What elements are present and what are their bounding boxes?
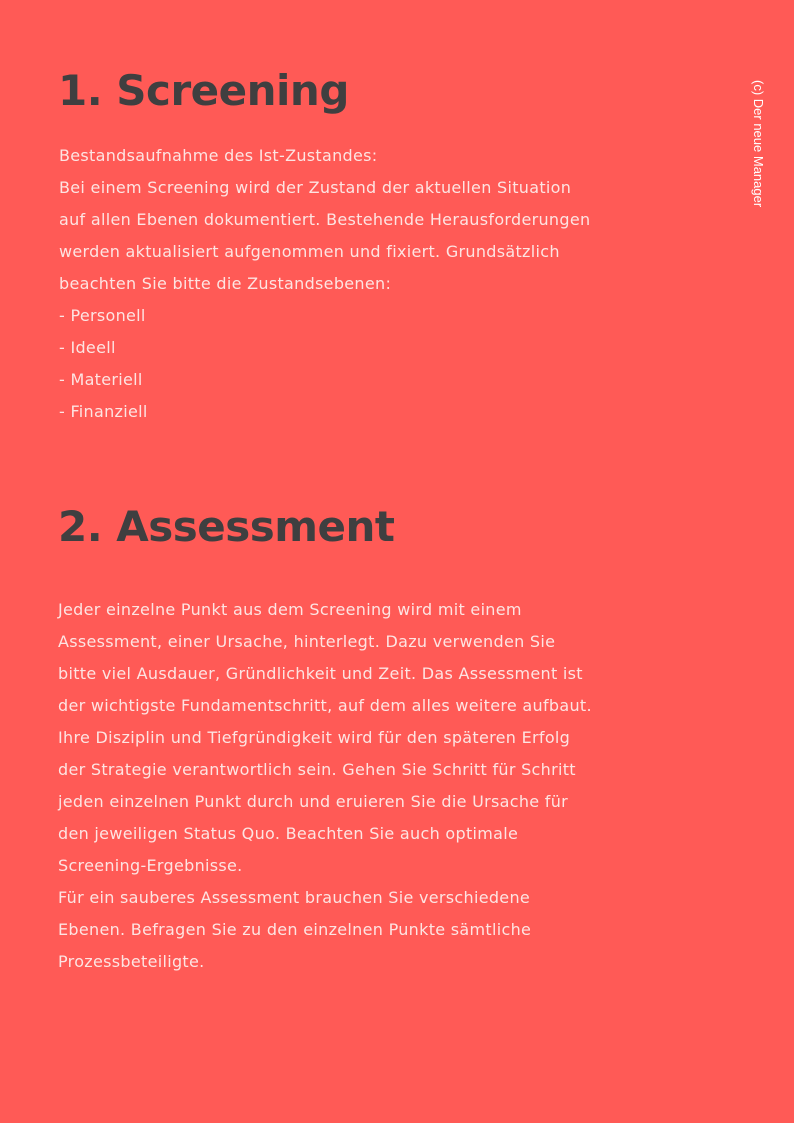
text-line: Screening-Ergebnisse. (58, 856, 243, 875)
text-line: Prozessbeteiligte. (58, 952, 205, 971)
text-line: bitte viel Ausdauer, Gründlichkeit und Zeit. Das Assessment ist (58, 664, 583, 683)
text-line: Für ein sauberes Assessment brauchen Sie verschiedene (58, 888, 531, 907)
assessment-body-text (58, 594, 748, 978)
text-line: der wichtigste Fundamentschritt, auf dem alles weitere aufbaut. (58, 696, 592, 715)
list-item: - Ideell (59, 338, 116, 357)
text-line: Bei einem Screening wird der Zustand der aktuellen Situation (59, 178, 572, 197)
section-heading-assessment: 2. Assessment (58, 502, 395, 551)
screening-body-text (59, 140, 749, 428)
text-line: Ihre Disziplin und Tiefgründigkeit wird für den späteren Erfolg (58, 728, 571, 747)
text-line: werden aktualisiert aufgenommen und fixiert. Grundsätzlich (59, 242, 560, 261)
text-line: beachten Sie bitte die Zustandsebenen: (59, 274, 392, 293)
text-line: Ebenen. Befragen Sie zu den einzelnen Punkte sämtliche (58, 920, 532, 939)
section-heading-screening: 1. Screening (58, 66, 349, 115)
copyright-watermark: (c) Der neue Manager (751, 80, 766, 208)
list-item: - Personell (59, 306, 146, 325)
list-item: - Finanziell (59, 402, 148, 421)
text-line: der Strategie verantwortlich sein. Gehen Sie Schritt für Schritt (58, 760, 576, 779)
text-line: jeden einzelnen Punkt durch und eruieren Sie die Ursache für (58, 792, 569, 811)
text-line: Bestandsaufnahme des Ist-Zustandes: (59, 146, 378, 165)
text-line: auf allen Ebenen dokumentiert. Bestehende Herausforderungen (59, 210, 591, 229)
text-line: Assessment, einer Ursache, hinterlegt. Dazu verwenden Sie (58, 632, 556, 651)
list-item: - Materiell (59, 370, 143, 389)
text-line: Jeder einzelne Punkt aus dem Screening wird mit einem (58, 600, 522, 619)
text-line: den jeweiligen Status Quo. Beachten Sie auch optimale (58, 824, 519, 843)
